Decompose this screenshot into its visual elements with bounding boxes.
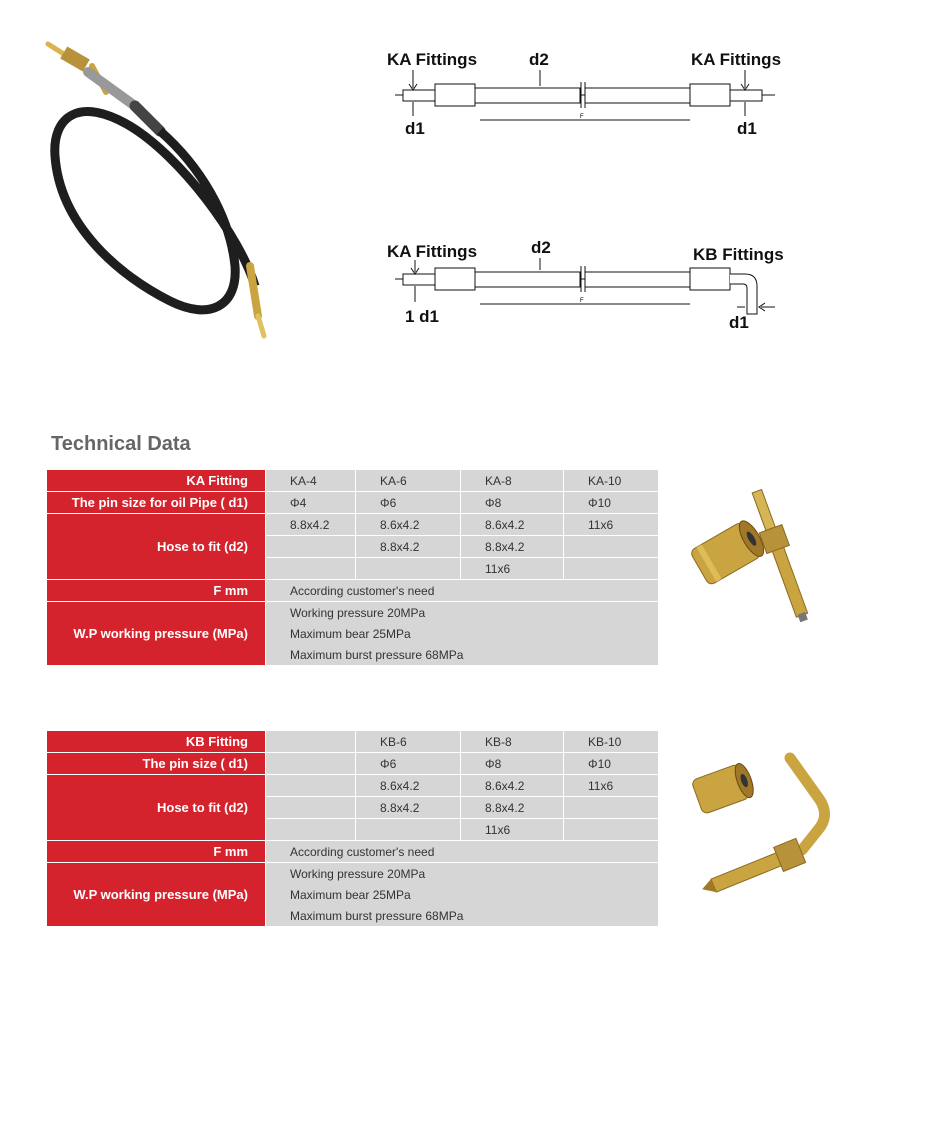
- diagram-kb-left-label: KA Fittings: [387, 242, 478, 261]
- ka-f-label: F mm: [47, 580, 266, 602]
- table-cell: [564, 558, 659, 580]
- table-row: [47, 841, 659, 863]
- kb-spec-table: [46, 730, 659, 927]
- table-cell: 8.8x4.2: [356, 797, 461, 819]
- ka-pin-2: Φ6: [356, 492, 461, 514]
- table-cell: [266, 536, 356, 558]
- ka-fitting-label: KA Fitting: [47, 470, 266, 492]
- ka-fitting-photo: [688, 488, 848, 638]
- table-row: [47, 602, 659, 624]
- table-cell: 8.8x4.2: [356, 536, 461, 558]
- table-cell: 8.8x4.2: [461, 797, 564, 819]
- ka-pin-3: Φ8: [461, 492, 564, 514]
- kb-wp-label: W.P working pressure (MPa): [47, 863, 266, 927]
- section-title: Technical Data: [51, 433, 191, 455]
- table-cell: 8.6x4.2: [461, 514, 564, 536]
- kb-model-2: KB-6: [356, 731, 461, 753]
- kb-wp-value-2: Maximum bear 25MPa: [266, 884, 659, 905]
- diagram-ka-left-d1: d1: [405, 119, 425, 138]
- ka-spec-table: [46, 469, 659, 666]
- table-row: [47, 753, 659, 775]
- kb-hose-label: Hose to fit (d2): [47, 775, 266, 841]
- diagram-ka-right-d1: d1: [737, 119, 757, 138]
- kb-fittings-diagram: [385, 232, 785, 342]
- kb-fitting-label: KB Fitting: [47, 731, 266, 753]
- table-cell: [356, 819, 461, 841]
- table-row: [47, 470, 659, 492]
- kb-pin-4: Φ10: [564, 753, 659, 775]
- ka-wp-value-1: Working pressure 20MPa: [266, 602, 659, 624]
- ka-pin-4: Φ10: [564, 492, 659, 514]
- table-cell: [266, 775, 356, 797]
- table-cell: [266, 558, 356, 580]
- ka-wp-value-2: Maximum bear 25MPa: [266, 623, 659, 644]
- kb-fitting-photo: [690, 750, 850, 900]
- table-cell: [266, 819, 356, 841]
- table-cell: 8.8x4.2: [266, 514, 356, 536]
- ka-wp-label: W.P working pressure (MPa): [47, 602, 266, 666]
- kb-pin-2: Φ6: [356, 753, 461, 775]
- table-cell: 8.8x4.2: [461, 536, 564, 558]
- diagram-kb-f-label: F: [580, 298, 584, 304]
- diagram-kb-right-d1: d1: [729, 313, 749, 332]
- kb-model-3: KB-8: [461, 731, 564, 753]
- ka-pin-label: The pin size for oil Pipe ( d1): [47, 492, 266, 514]
- diagram-ka-f-label: F: [580, 114, 584, 120]
- diagram-ka-left-label: KA Fittings: [387, 50, 478, 69]
- hose-photo: [40, 36, 275, 346]
- kb-wp-value-1: Working pressure 20MPa: [266, 863, 659, 885]
- ka-model-4: KA-10: [564, 470, 659, 492]
- diagram-kb-mid-label: d2: [531, 238, 551, 257]
- ka-fittings-diagram: [385, 40, 785, 150]
- kb-pin-1: [266, 753, 356, 775]
- kb-model-1: [266, 731, 356, 753]
- diagram-kb-left-d1: 1 d1: [405, 307, 440, 326]
- ka-f-value: According customer's need: [266, 580, 659, 602]
- diagram-ka-right-label: KA Fittings: [691, 50, 782, 69]
- kb-model-4: KB-10: [564, 731, 659, 753]
- diagram-ka-mid-label: d2: [529, 50, 549, 69]
- table-cell: [564, 797, 659, 819]
- ka-pin-1: Φ4: [266, 492, 356, 514]
- table-cell: [356, 558, 461, 580]
- table-cell: 8.6x4.2: [356, 775, 461, 797]
- kb-f-value: According customer's need: [266, 841, 659, 863]
- ka-model-3: KA-8: [461, 470, 564, 492]
- diagram-kb-right-label: KB Fittings: [693, 245, 784, 264]
- kb-f-label: F mm: [47, 841, 266, 863]
- table-row: [47, 775, 659, 797]
- table-cell: 8.6x4.2: [461, 775, 564, 797]
- table-cell: 11x6: [564, 514, 659, 536]
- table-cell: 8.6x4.2: [356, 514, 461, 536]
- table-cell: 11x6: [461, 819, 564, 841]
- table-cell: [266, 797, 356, 819]
- table-row: [47, 580, 659, 602]
- table-row: [47, 492, 659, 514]
- table-row: [47, 731, 659, 753]
- ka-model-2: KA-6: [356, 470, 461, 492]
- table-cell: 11x6: [564, 775, 659, 797]
- kb-wp-value-3: Maximum burst pressure 68MPa: [266, 905, 659, 927]
- table-row: [47, 863, 659, 885]
- kb-pin-3: Φ8: [461, 753, 564, 775]
- table-cell: [564, 536, 659, 558]
- table-cell: 11x6: [461, 558, 564, 580]
- kb-pin-label: The pin size ( d1): [47, 753, 266, 775]
- table-row: [47, 514, 659, 536]
- ka-hose-label: Hose to fit (d2): [47, 514, 266, 580]
- ka-model-1: KA-4: [266, 470, 356, 492]
- ka-wp-value-3: Maximum burst pressure 68MPa: [266, 644, 659, 666]
- table-cell: [564, 819, 659, 841]
